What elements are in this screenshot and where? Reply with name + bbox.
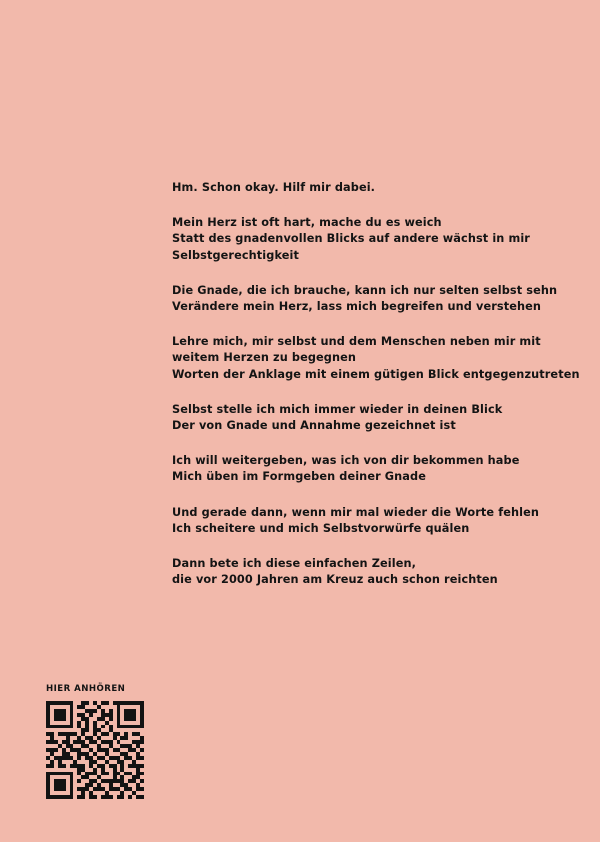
qr-code-icon[interactable] [46,701,144,799]
poem-line: Mich üben im Formgeben deiner Gnade [172,470,426,484]
poem-stanza [172,283,558,315]
poem-line: Ich scheitere und mich Selbstvorwürfe quälen [172,521,470,535]
poem-line: Hm. Schon okay. Hilf mir dabei. [172,181,376,194]
poem-body [172,180,580,588]
poem-line: Selbst stelle ich mich immer wieder in deinen Blick [172,402,503,416]
poem-line: Die Gnade, die ich brauche, kann ich nur selten selbst sehn [172,283,558,297]
poem-stanza [172,505,539,537]
poem-line: weitem Herzen zu begegnen [172,351,357,365]
poem-line: Ich will weitergeben, was ich von dir bekommen habe [172,454,520,468]
poem-line: Mein Herz ist oft hart, mache du es weich [172,216,442,230]
listen-here-block [46,684,144,799]
poem-line: Verändere mein Herz, lass mich begreifen und verstehen [172,300,542,314]
poem-line: Dann bete ich diese einfachen Zeilen, [172,557,417,571]
poem-stanza [172,215,532,264]
poem-stanza [172,402,532,434]
poem-line: Lehre mich, mir selbst und dem Menschen neben mir mit [172,335,541,349]
poem-stanza [172,334,580,383]
poem-line: Und gerade dann, wenn mir mal wieder die Worte fehlen [172,505,539,519]
poem-stanza [172,556,532,588]
poem-line: Worten der Anklage mit einem gütigen Blick entgegenzutreten [172,367,580,381]
listen-here-label: HIER ANHÖREN [46,684,126,694]
poem-line: Statt des gnadenvollen Blicks auf andere wächst in mir [172,232,530,246]
poem-line: die vor 2000 Jahren am Kreuz auch schon reichten [172,573,498,587]
poem-stanza [172,180,532,196]
poem-line: Der von Gnade und Annahme gezeichnet ist [172,419,456,433]
poem-stanza [172,453,532,485]
poem-line: Selbstgerechtigkeit [172,248,300,262]
